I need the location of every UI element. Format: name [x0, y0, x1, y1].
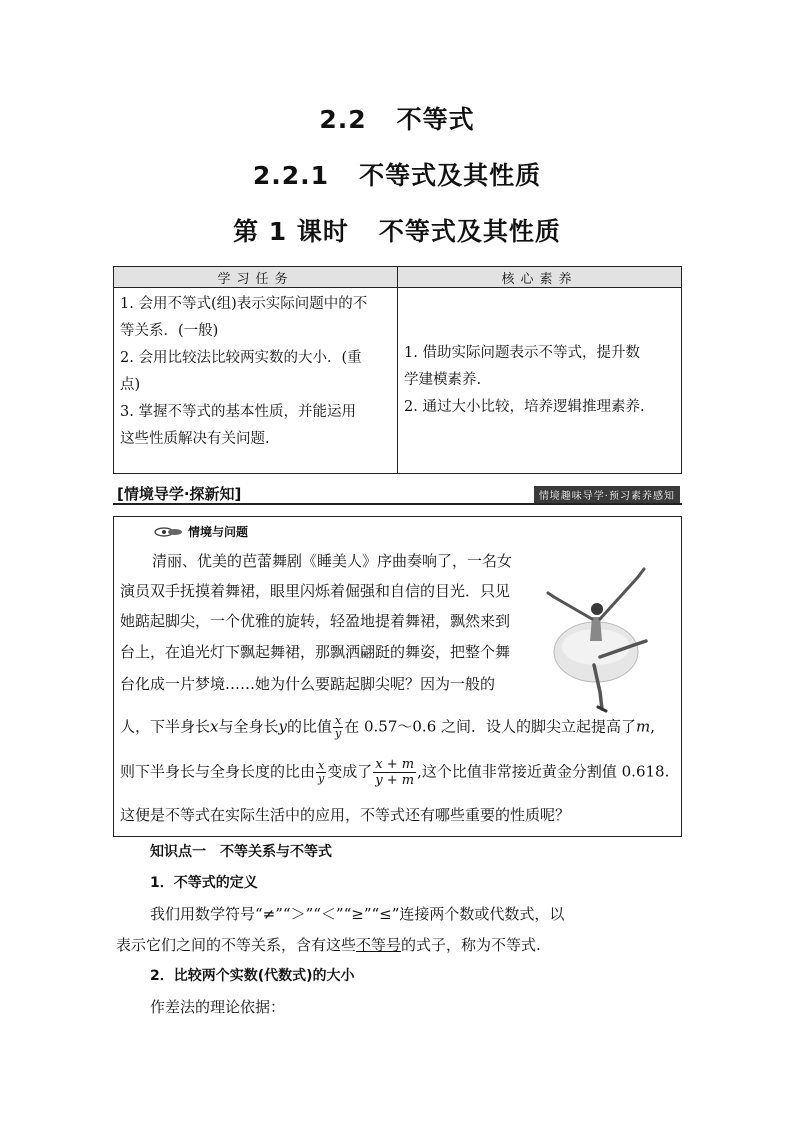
fraction-denominator: y: [318, 772, 325, 785]
section-bar: [113, 483, 682, 505]
scenario-heading-text: 情境与问题: [188, 525, 249, 539]
lesson-title: [0, 212, 794, 248]
fraction-numerator: x: [318, 759, 325, 772]
scenario-line: 台化成一片梦境……她为什么要踮起脚尖呢？因为一般的: [120, 675, 496, 693]
tasks-cell: [114, 288, 398, 474]
task-line: 3. 掌握不等式的基本性质，并能运用: [120, 404, 356, 420]
scenario-heading: [154, 523, 248, 540]
text-seg: 则下半身长与全身长度的比由: [120, 762, 316, 781]
text-seg: 表示它们之间的不等关系，含有这些: [116, 936, 357, 954]
leaf-icon: [154, 525, 184, 539]
subsection-name: 不等式及其性质: [359, 161, 542, 190]
tasks-header: 学习任务: [114, 267, 398, 288]
fraction-x-over-y: [333, 715, 343, 740]
scenario-line: 这便是不等式在实际生活中的应用，不等式还有哪些重要的性质呢？: [120, 806, 571, 824]
item-1-line: 我们用数学符号“≠”“＞”“＜”“≥”“≤”连接两个数或代数式，以: [150, 905, 565, 923]
scenario-line: 演员双手抚摸着舞裙，眼里闪烁着倔强和自信的目光．只见: [120, 582, 511, 600]
lesson-number: 第 1 课时: [233, 217, 349, 246]
text-seg: 在 0.57～0.6 之间．设人的脚尖立起提高了: [344, 717, 637, 736]
text-seg: 与全身长: [218, 717, 279, 736]
underlined-term: 不等号: [356, 936, 402, 954]
scenario-line: 台上，在追光灯下飘起舞裙，那飘洒翩跹的舞姿，把整个舞: [120, 643, 511, 661]
competency-line: 学建模素养.: [404, 372, 482, 388]
text-seg: 的比值: [286, 717, 332, 736]
task-line: 这些性质解决有关问题.: [120, 431, 270, 447]
fraction-denominator: y: [335, 727, 342, 740]
scenario-line: 清丽、优美的芭蕾舞剧《睡美人》序曲奏响了，一名女: [152, 552, 513, 570]
var-x: x: [210, 717, 219, 736]
var-m: m: [636, 717, 651, 736]
section-title: [0, 100, 794, 136]
section-bar-title: [情境导学·探新知]: [117, 485, 242, 503]
subsection-number: 2.2.1: [252, 161, 330, 190]
task-line: 等关系．(一般): [120, 323, 219, 339]
section-number: 2.2: [319, 105, 367, 134]
item-2-line: 作差法的理论依据：: [150, 998, 286, 1016]
fraction-numerator: x: [335, 714, 342, 727]
fraction-x-over-y: [316, 760, 326, 785]
competency-line: 1. 借助实际问题表示不等式，提升数: [404, 345, 640, 361]
task-line: 点): [120, 377, 141, 393]
task-line: 2. 会用比较法比较两实数的大小．(重: [120, 350, 362, 366]
subsection-title: [0, 156, 794, 192]
tasks-table: [113, 266, 682, 474]
section-bar-tag: 情境趣味导学·预习素养感知: [534, 486, 680, 503]
competency-line: 2. 通过大小比较，培养逻辑推理素养.: [404, 399, 645, 415]
scenario-box: [113, 516, 682, 837]
text-seg: ,: [650, 717, 656, 736]
fraction-denominator: y + m: [375, 773, 415, 788]
text-seg: ,这个比值非常接近黄金分割值 0.618.: [417, 762, 670, 781]
competency-cell: [398, 288, 682, 474]
item-1-line: [116, 935, 541, 955]
scenario-line-ratio: [120, 715, 655, 740]
text-seg: 人，下半身长: [120, 717, 211, 736]
scenario-line: 她踮起脚尖，一个优雅的旋转，轻盈地提着舞裙，飘然来到: [120, 612, 511, 630]
text-seg: 的式子，称为不等式.: [401, 936, 541, 954]
item-2-title: 2．比较两个实数(代数式)的大小: [150, 968, 355, 984]
var-y: y: [278, 717, 287, 736]
item-1-title: 1．不等式的定义: [150, 875, 258, 891]
competency-header: 核心素养: [398, 267, 682, 288]
scenario-line-golden: [120, 757, 669, 788]
lesson-name: 不等式及其性质: [378, 217, 561, 246]
task-line: 1. 会用不等式(组)表示实际问题中的不: [120, 296, 368, 312]
knowledge-point-heading: 知识点一 不等关系与不等式: [150, 844, 332, 860]
ballerina-image: [534, 557, 654, 717]
section-name: 不等式: [396, 105, 475, 134]
fraction-xm-over-ym: [373, 757, 416, 788]
fraction-numerator: x + m: [373, 757, 416, 773]
text-seg: 变成了: [327, 762, 373, 781]
